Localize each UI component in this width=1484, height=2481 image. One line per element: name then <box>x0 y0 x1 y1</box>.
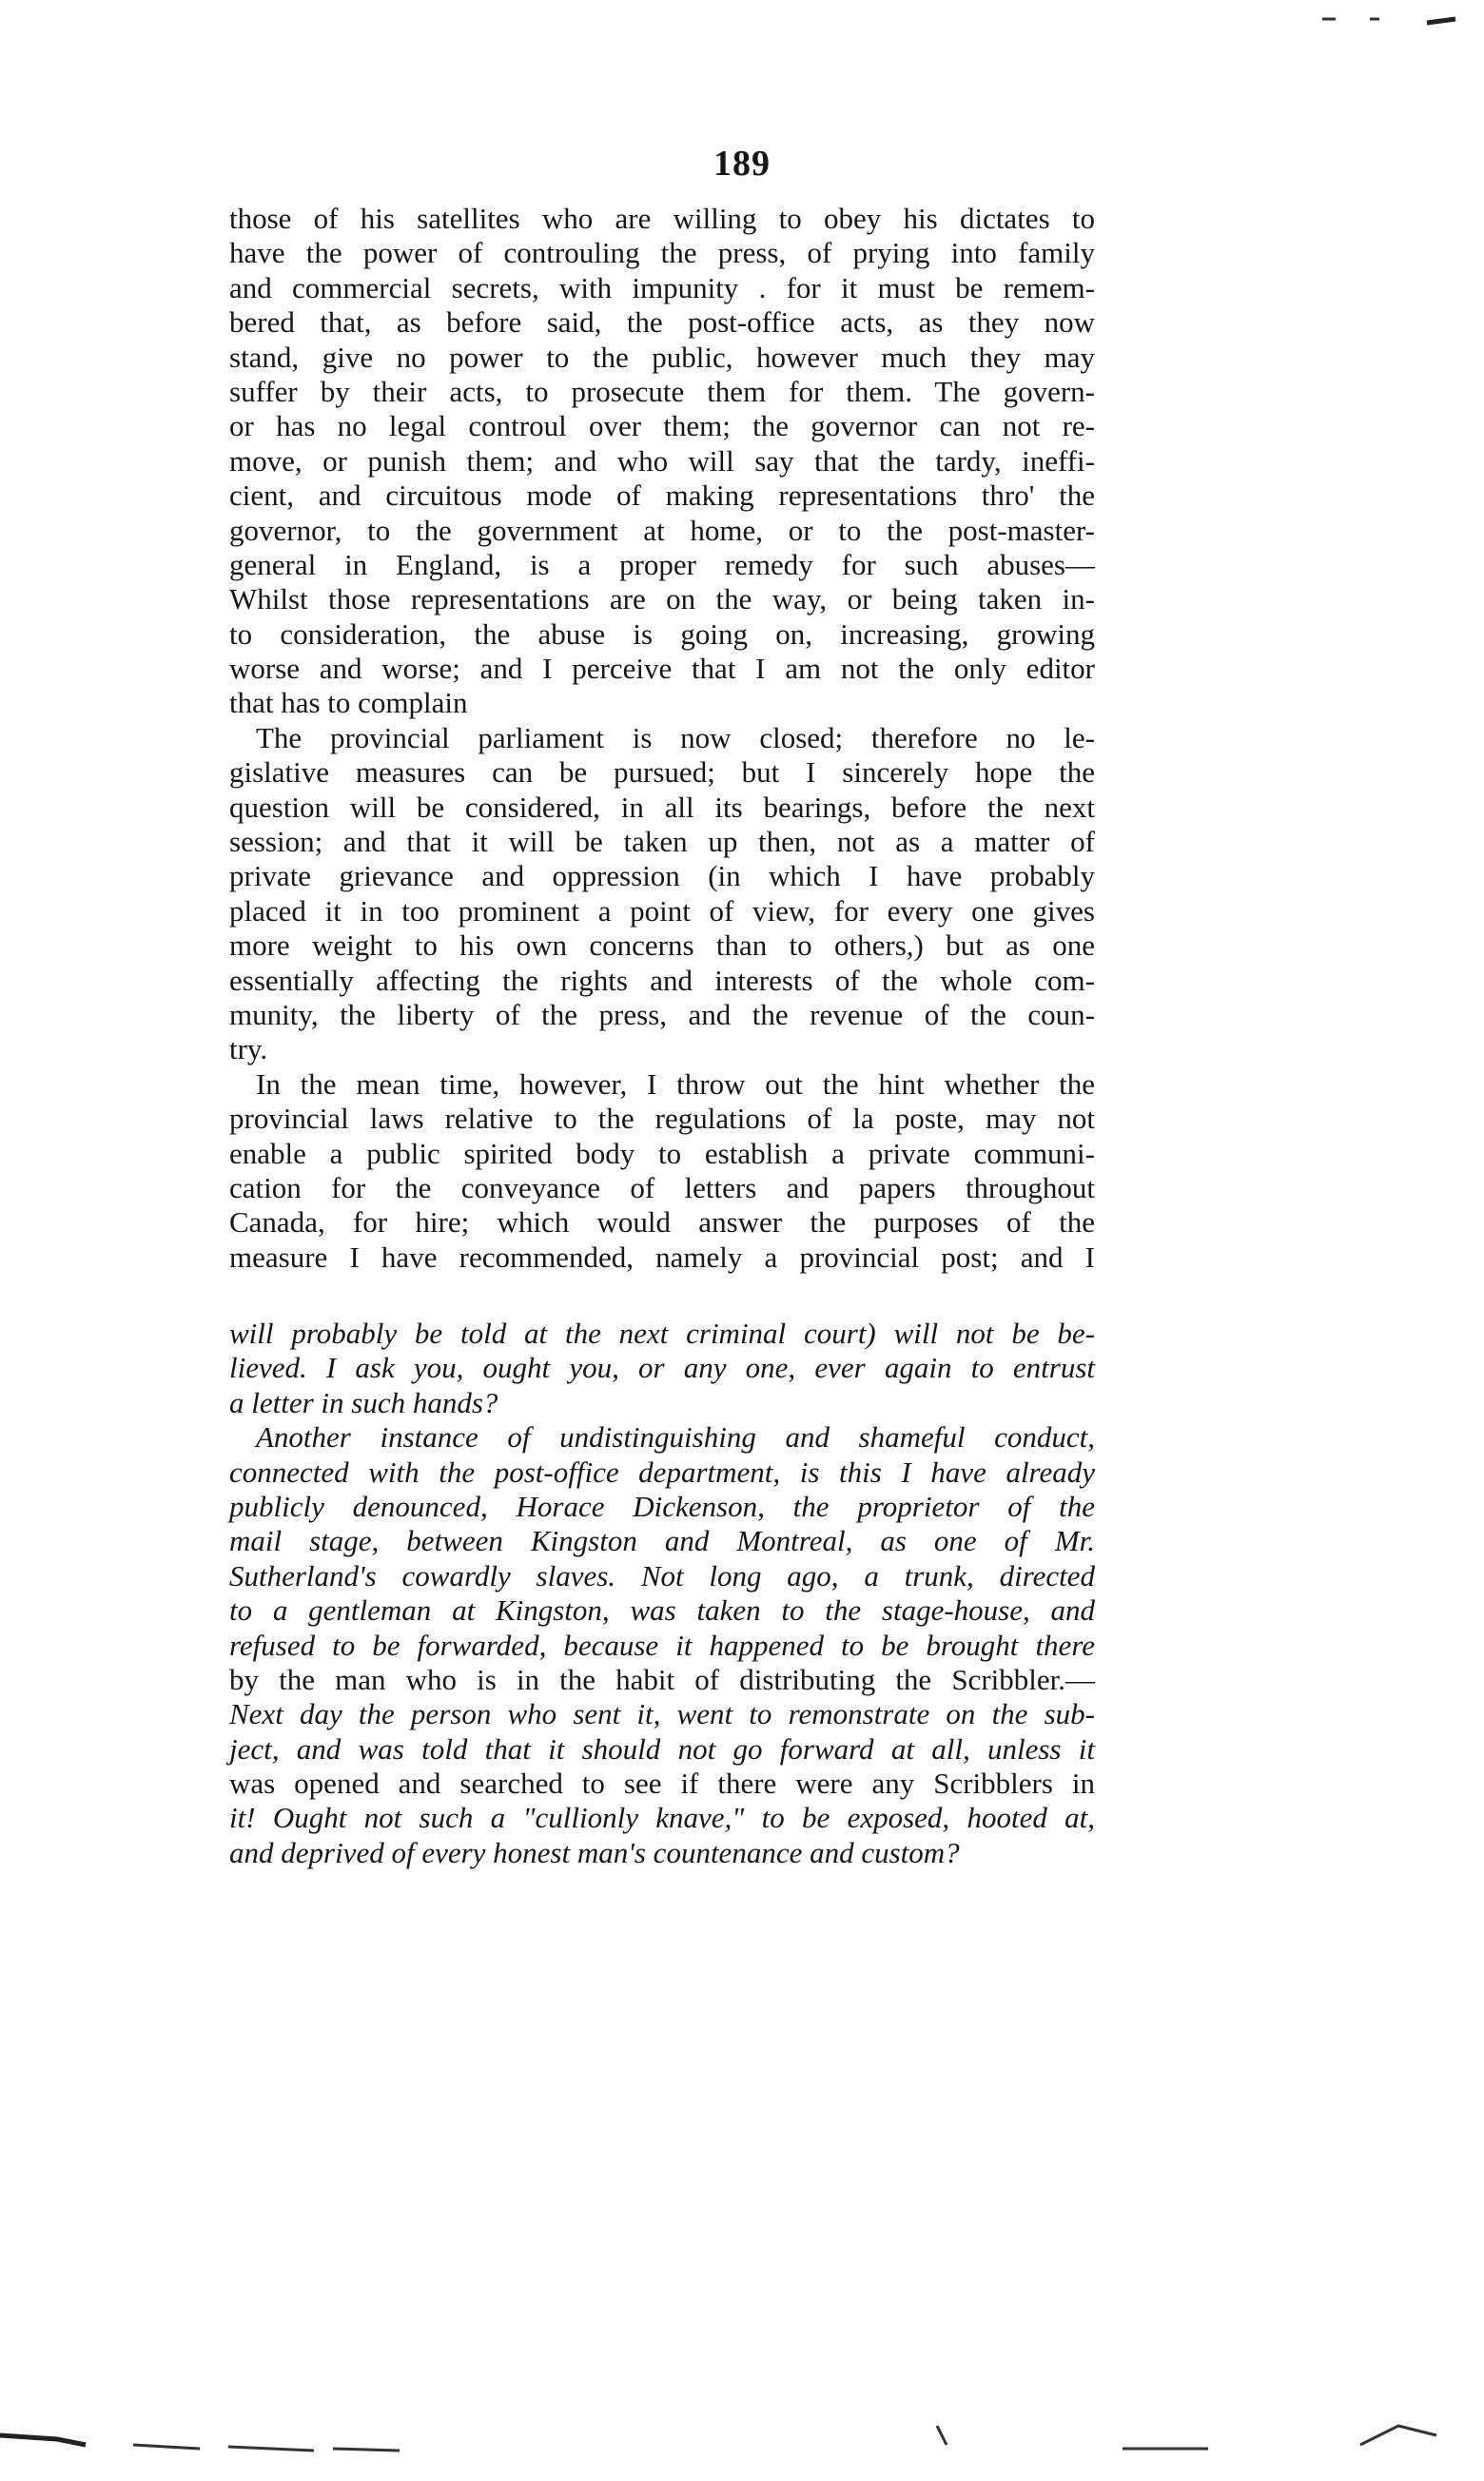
text-line: that has to complain <box>229 686 468 720</box>
scan-mark-top-icon <box>1313 0 1484 38</box>
text-line: essentially affecting the rights and interests of the whole com- <box>229 963 1095 997</box>
text-line: to consideration, the abuse is going on, increasing, growing <box>229 616 1095 651</box>
text-line: ject, and was told that it should not go forward at all, unless it <box>229 1731 1095 1766</box>
text-line: move, or punish them; and who will say that the tardy, ineffi- <box>229 443 1095 478</box>
text-line: cation for the conveyance of letters and papers throughout <box>229 1170 1095 1204</box>
text-line: lieved. I ask you, ought you, or any one, ever again to entrust <box>229 1351 1095 1385</box>
text-line: cient, and circuitous mode of making representations thro' the <box>229 479 1095 513</box>
page-number: 189 <box>713 144 771 184</box>
text-line: have the power of controuling the press, of prying into family <box>229 236 1095 270</box>
text-line: Another instance of undistinguishing and shameful conduct, <box>256 1420 1095 1455</box>
text-line: general in England, is a proper remedy for such abuses— <box>229 547 1095 581</box>
scan-mark-bottom-icon <box>0 2407 1484 2473</box>
text-line: gislative measures can be pursued; but I sincerely hope the <box>229 755 1095 790</box>
text-block-top <box>229 202 1095 1275</box>
text-line: governor, to the government at home, or to the post-master- <box>229 513 1095 547</box>
text-line: connected with the post-office department, is this I have already <box>229 1455 1095 1489</box>
text-line: Next day the person who sent it, went to remonstrate on the sub- <box>229 1697 1095 1731</box>
text-line: private grievance and oppression (in which I have probably <box>229 859 1095 893</box>
text-line: bered that, as before said, the post-office acts, as they now <box>229 305 1095 340</box>
text-line: or has no legal controul over them; the governor can not re- <box>229 409 1095 443</box>
text-line: enable a public spirited body to establish a private communi- <box>229 1136 1095 1170</box>
text-line: and commercial secrets, with impunity . for it must be remem- <box>229 270 1095 304</box>
text-line: The provincial parliament is now closed; therefore no le- <box>256 720 1095 754</box>
text-line: refused to be forwarded, because it happened to be brought there <box>229 1628 1095 1662</box>
text-line: Whilst those representations are on the way, or being taken in- <box>229 582 1095 616</box>
text-line: In the mean time, however, I throw out the hint whether the <box>256 1066 1095 1101</box>
text-line: Canada, for hire; which would answer the purposes of the <box>229 1205 1095 1240</box>
text-line: provincial laws relative to the regulations of la poste, may not <box>229 1102 1095 1136</box>
text-line: munity, the liberty of the press, and the revenue of the coun- <box>229 997 1095 1031</box>
text-line: mail stage, between Kingston and Montreal, as one of Mr. <box>229 1524 1095 1558</box>
text-block-bottom <box>229 1317 1095 1870</box>
text-line: try. <box>229 1032 268 1066</box>
text-line: a letter in such hands? <box>229 1385 498 1419</box>
text-line: those of his satellites who are willing to obey his dictates to <box>229 202 1095 235</box>
text-line: suffer by their acts, to prosecute them for them. The govern- <box>229 374 1095 408</box>
text-line: more weight to his own concerns than to others,) but as one <box>229 928 1095 963</box>
text-line: session; and that it will be taken up then, not as a matter of <box>229 825 1095 859</box>
text-line: publicly denounced, Horace Dickenson, the proprietor of the <box>229 1489 1095 1523</box>
text-line: it! Ought not such a "cullionly knave," to be exposed, hooted at, <box>229 1801 1095 1835</box>
text-line: to a gentleman at Kingston, was taken to the stage-house, and <box>229 1593 1095 1628</box>
text-line: was opened and searched to see if there were any Scribblers in <box>229 1767 1095 1801</box>
text-line: question will be considered, in all its bearings, before the next <box>229 790 1095 824</box>
text-line: Sutherland's cowardly slaves. Not long ago, a trunk, directed <box>229 1558 1095 1592</box>
text-line: measure I have recommended, namely a provincial post; and I <box>229 1240 1095 1274</box>
text-line: worse and worse; and I perceive that I am not the only editor <box>229 652 1095 686</box>
text-line: will probably be told at the next criminal court) will not be be- <box>229 1317 1095 1350</box>
text-line: by the man who is in the habit of distributing the Scribbler.— <box>229 1662 1095 1696</box>
text-line: placed it in too prominent a point of view, for every one gives <box>229 893 1095 928</box>
text-line: and deprived of every honest man's countenance and custom? <box>229 1835 960 1869</box>
text-line: stand, give no power to the public, however much they may <box>229 340 1095 374</box>
